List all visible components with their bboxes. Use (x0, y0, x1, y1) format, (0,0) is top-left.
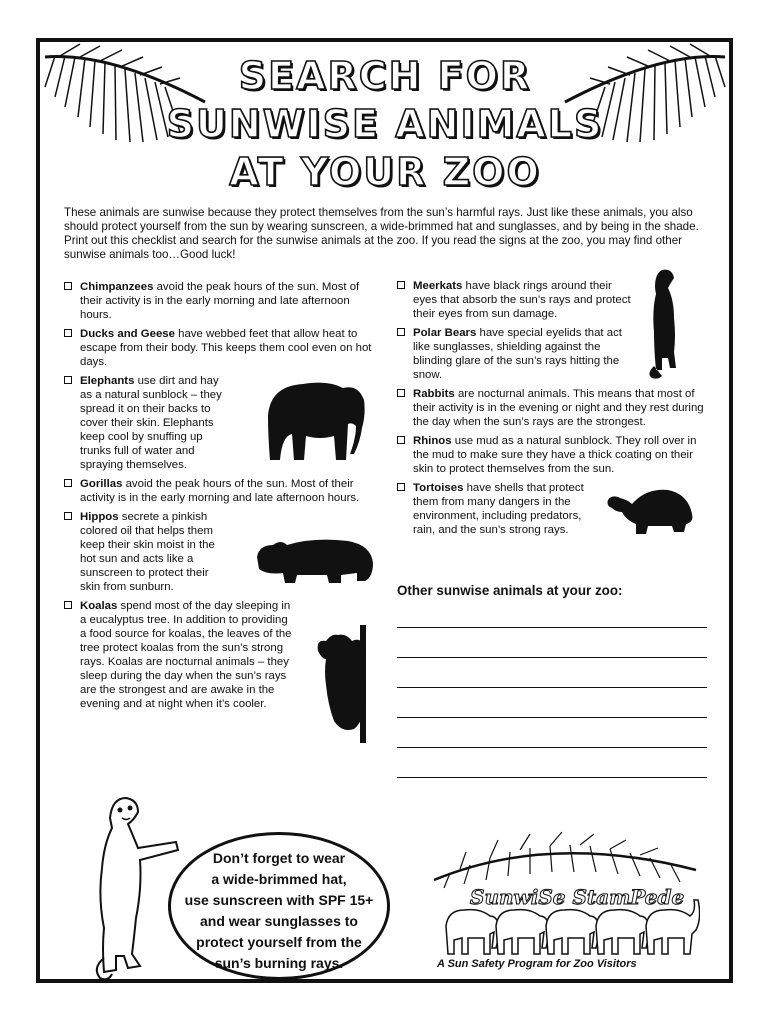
animal-name: Ducks and Geese (80, 328, 175, 340)
title-line-3: AT YOUR ZOO (229, 150, 541, 194)
animal-description: use mud as a natural sunblock. They roll over in the mud to make sure they have a thick coating on their skin to protect themselves from the sun. (413, 435, 697, 475)
checkbox[interactable] (64, 601, 72, 609)
checkbox[interactable] (397, 389, 405, 397)
animal-name: Hippos (80, 511, 119, 523)
meerkat-icon (644, 266, 684, 382)
animal-name: Meerkats (413, 280, 463, 292)
checkbox[interactable] (64, 376, 72, 384)
write-in-line-3[interactable] (397, 687, 707, 688)
checkbox[interactable] (64, 329, 72, 337)
checklist-item-meerkats (397, 279, 637, 321)
hippo-icon (253, 535, 375, 585)
animal-description: avoid the peak hours of the sun. Most of their activity is in the early morning and late afternoon hours. (80, 281, 360, 321)
animal-name: Elephants (80, 375, 135, 387)
brand-tagline: A Sun Safety Program for Zoo Visitors (437, 958, 637, 970)
title-line-1: SEARCH FOR (238, 54, 532, 98)
speech-bubble-text (168, 848, 390, 974)
checklist-item-rhinos (397, 434, 709, 476)
animal-name: Tortoises (413, 482, 464, 494)
checkbox[interactable] (397, 483, 405, 491)
animal-description: have webbed feet that allow heat to escape from their body. This keeps them cool even on hot days. (80, 328, 372, 368)
checklist-item-chimpanzees (64, 280, 374, 322)
animal-description: have shells that protect them from many dangers in the environment, including predators, rain, and the sun’s strong rays. (413, 482, 584, 536)
logo-elephants-icon (440, 896, 700, 958)
animal-name: Rhinos (413, 435, 452, 447)
checklist-item-polar-bears (397, 326, 627, 382)
checkbox[interactable] (64, 512, 72, 520)
logo-palm-frond-icon (430, 830, 700, 890)
bubble-line: protect yourself from the (196, 934, 362, 950)
animal-name: Chimpanzees (80, 281, 154, 293)
animal-description: have special eyelids that act like sunglasses, shielding against the blinding glare of the sun’s rays hitting the snow. (413, 327, 622, 381)
bubble-line: a wide-brimmed hat, (211, 871, 347, 887)
bubble-line: sun’s burning rays. (214, 955, 344, 971)
checkbox[interactable] (397, 436, 405, 444)
animal-description: secrete a pinkish colored oil that helps them keep their skin moist in the hot sun and acts like a sunscreen to protect their skin from sunburn. (80, 511, 215, 593)
animal-description: are nocturnal animals. This means that most of their activity is in the evening or night and they rest during the day when the sun’s rays are the strongest. (413, 388, 704, 428)
other-animals-heading: Other sunwise animals at your zoo: (397, 583, 623, 598)
write-in-line-1[interactable] (397, 627, 707, 628)
checkbox[interactable] (397, 281, 405, 289)
animal-name: Gorillas (80, 478, 123, 490)
checklist-item-elephants (64, 374, 226, 472)
animal-name: Polar Bears (413, 327, 477, 339)
bubble-line: Don’t forget to wear (212, 850, 346, 866)
checkbox[interactable] (397, 328, 405, 336)
tortoise-icon (606, 486, 696, 538)
checklist-item-gorillas (64, 477, 374, 505)
checklist-item-koalas (64, 599, 292, 711)
animal-description: avoid the peak hours of the sun. Most of their activity is in the early morning and late afternoon hours. (80, 478, 360, 504)
write-in-line-5[interactable] (397, 747, 707, 748)
meerkat-mascot-icon (82, 788, 182, 984)
checklist-item-ducks-geese (64, 327, 374, 369)
bubble-line: use sunscreen with SPF 15+ (184, 892, 374, 908)
checklist-item-rabbits (397, 387, 709, 429)
checklist-item-hippos (64, 510, 226, 594)
koala-icon (312, 625, 378, 743)
checklist-item-tortoises (397, 481, 599, 537)
animal-name: Rabbits (413, 388, 455, 400)
animal-description: have black rings around their eyes that absorb the sun’s rays and protect their eyes from sun damage. (413, 280, 631, 320)
intro-paragraph: These animals are sunwise because they protect themselves from the sun’s harmful rays. Just like these animals, you also should protect yourself from the sun by wearing sunscreen, a wide-brimmed hat and sunglasses, and by being in the shade. Print out this checklist and search for the sunwise animals at the zoo. If you read the signs at the zoo, you may find other sunwise animals too…Good luck! (64, 206, 699, 261)
bubble-line: and wear sunglasses to (200, 913, 358, 929)
title-line-2: SUNWISE ANIMALS (166, 102, 604, 146)
animal-name: Koalas (80, 600, 118, 612)
page-title (150, 52, 620, 196)
elephant-icon (258, 376, 372, 464)
write-in-line-4[interactable] (397, 717, 707, 718)
animal-description: use dirt and hay as a natural sunblock – they spread it on their backs to cover their skin. Elephants keep cool by snuffing up trunks full of water and spraying themselves. (80, 375, 222, 471)
write-in-line-2[interactable] (397, 657, 707, 658)
brand-logo-text: SunwiSe StamPede (470, 885, 685, 909)
animal-description: spend most of the day sleeping in a eucalyptus tree. In addition to providing a food source for koalas, the leaves of the tree protect koalas from the sun’s strong rays. Koalas are nocturnal animals – they sleep during the day when the sun’s rays are the strongest and are awake in the evening and at night when it’s cooler. (80, 600, 292, 710)
write-in-line-6[interactable] (397, 777, 707, 778)
checkbox[interactable] (64, 282, 72, 290)
checkbox[interactable] (64, 479, 72, 487)
